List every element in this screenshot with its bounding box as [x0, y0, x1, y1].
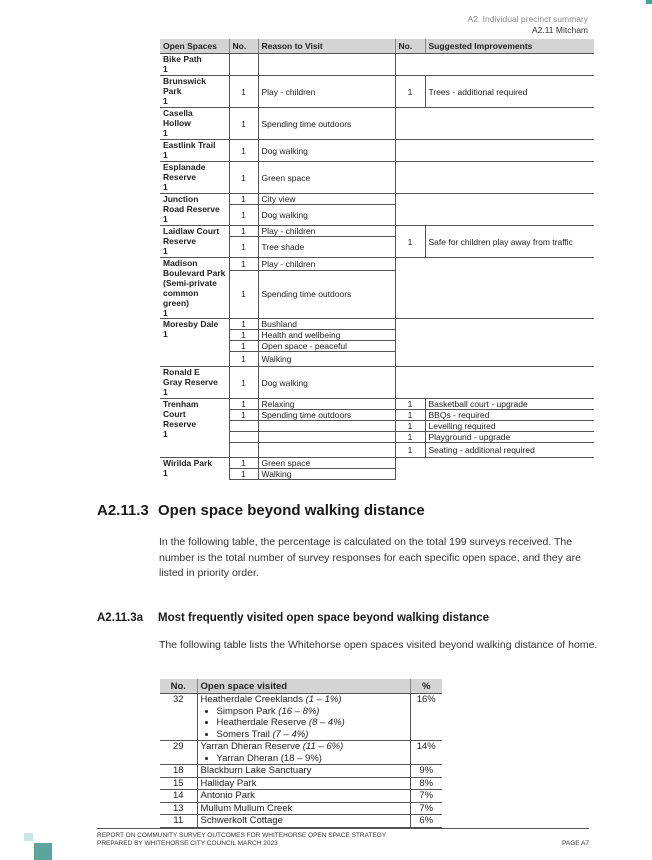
- header-subsection: A2.11 Mitcham: [531, 25, 588, 35]
- col-improvements: Suggested Improvements: [425, 39, 594, 54]
- visit-reasons-table: [160, 39, 594, 480]
- row-name: [197, 741, 410, 765]
- open-space-name: Moresby Dale 1: [160, 319, 229, 367]
- row-percent: 16%: [410, 694, 442, 741]
- improvement-text: [425, 367, 594, 399]
- open-space-name: Ronald E Gray Reserve 1: [160, 367, 229, 399]
- improvement-text: Seating - additional required: [425, 443, 594, 458]
- improvement-text: [425, 108, 594, 140]
- footer-line-1: REPORT ON COMMUNITY SURVEY OUTCOMES FOR WHITEHORSE OPEN SPACE STRATEGY: [97, 832, 387, 839]
- reason-text: Walking: [258, 469, 395, 480]
- col-no: No.: [160, 679, 197, 694]
- improvement-text: [425, 54, 594, 76]
- open-space-name: Casella Hollow 1: [160, 108, 229, 140]
- reason-count: [229, 432, 258, 443]
- reason-count: 1: [229, 352, 258, 367]
- table-row: [160, 802, 442, 815]
- reason-count: 1: [229, 341, 258, 352]
- improvement-count: [395, 194, 425, 226]
- table-row: [160, 76, 594, 108]
- table-row: [160, 226, 594, 237]
- reason-count: 1: [229, 330, 258, 341]
- subsection-number: A2.11.3a: [97, 612, 144, 624]
- list-item-note: (16 – 8%): [278, 705, 320, 717]
- sub-list: [201, 706, 407, 741]
- reason-text: Health and wellbeing: [258, 330, 395, 341]
- section-number: A2.11.3: [97, 502, 149, 519]
- row-count: 11: [160, 815, 197, 828]
- reason-count: 1: [229, 108, 258, 140]
- improvement-count: [395, 367, 425, 399]
- reason-text: Tree shade: [258, 237, 395, 258]
- row-name: Blackburn Lake Sanctuary: [197, 765, 410, 778]
- table-row: [160, 54, 594, 76]
- improvement-text: [425, 162, 594, 194]
- list-item-text: Heatherdale Reserve: [216, 717, 307, 728]
- table-row: [160, 319, 594, 330]
- row-percent: 6%: [410, 815, 442, 828]
- col-no: No.: [229, 39, 258, 54]
- table-row: [160, 399, 594, 410]
- list-item: • Yarran Dheran (18 – 9%): [217, 753, 407, 765]
- improvement-text: Safe for children play away from traffic: [425, 226, 594, 258]
- open-space-name: Brunswick Park 1: [160, 76, 229, 108]
- improvement-text: Playground - upgrade: [425, 432, 594, 443]
- row-percent: 8%: [410, 777, 442, 790]
- col-reason: Reason to Visit: [258, 39, 395, 54]
- page-header: [468, 14, 588, 36]
- improvement-text: [425, 258, 594, 319]
- list-item-text: Somers Trail: [216, 728, 270, 740]
- reason-count: 1: [229, 270, 258, 318]
- footer-line-2: PREPARED BY WHITEHORSE CITY COUNCIL MARCH 2023: [97, 840, 278, 847]
- row-count: 13: [160, 802, 197, 815]
- reason-text: Play - children: [258, 258, 395, 271]
- open-space-name: Eastlink Trail 1: [160, 140, 229, 162]
- section-heading: [97, 502, 425, 519]
- reason-count: 1: [229, 258, 258, 271]
- open-space-name: Junction Road Reserve 1: [160, 194, 229, 226]
- improvement-count: 1: [395, 421, 425, 432]
- corner-accent: [646, 0, 652, 4]
- row-note: (1 – 1%): [305, 694, 342, 705]
- reason-count: 1: [229, 237, 258, 258]
- row-count: 29: [160, 741, 197, 765]
- improvement-text: Levelling required: [425, 421, 594, 432]
- reason-count: 1: [229, 469, 258, 480]
- reason-count: 1: [229, 319, 258, 330]
- logo-square-light: [24, 833, 33, 841]
- row-percent: 14%: [410, 741, 442, 765]
- row-name: Schwerkolt Cottage: [197, 815, 410, 828]
- improvement-count: [395, 54, 425, 76]
- improvement-count: [395, 162, 425, 194]
- row-name: Mullum Mullum Creek: [197, 802, 410, 815]
- section-paragraph: In the following table, the percentage is calculated on the total 199 surveys received. The number is the total number of survey responses for each specific open space, and they are listed in priority order.: [159, 536, 581, 579]
- table-row: [160, 258, 594, 271]
- reason-text: Dog walking: [258, 205, 395, 226]
- open-space-name: Laidlaw Court Reserve 1: [160, 226, 229, 258]
- row-name: [197, 694, 410, 741]
- reason-text: Spending time outdoors: [258, 410, 395, 421]
- reason-text: Green space: [258, 162, 395, 194]
- col-no-2: No.: [395, 39, 425, 54]
- reason-count: 1: [229, 194, 258, 205]
- reason-text: Play - children: [258, 76, 395, 108]
- subsection-heading: [97, 612, 489, 624]
- improvement-text: Trees - additional required: [425, 76, 594, 108]
- improvement-text: [425, 458, 594, 480]
- page-number: PAGE A7: [562, 840, 589, 847]
- list-item: [217, 706, 407, 718]
- col-open-space: Open space visited: [197, 679, 410, 694]
- reason-count: 1: [229, 76, 258, 108]
- open-space-name: Madison Boulevard Park (Semi-private common green) 1: [160, 258, 229, 319]
- reason-count: [229, 443, 258, 458]
- improvement-count: [395, 458, 425, 480]
- improvement-count: [395, 258, 425, 319]
- list-item: [217, 717, 407, 729]
- improvement-count: [395, 319, 425, 367]
- reason-text: [258, 432, 395, 443]
- improvement-text: [425, 319, 594, 367]
- list-item: [217, 729, 407, 741]
- list-item-text: Simpson Park: [216, 705, 276, 717]
- row-count: 32: [160, 694, 197, 741]
- reason-count: 1: [229, 162, 258, 194]
- header-section: A2. Individual precinct summary: [467, 14, 588, 24]
- reason-text: Dog walking: [258, 140, 395, 162]
- list-item-note: (7 – 4%): [272, 728, 309, 740]
- table-row: [160, 815, 442, 828]
- table-row: [160, 741, 442, 765]
- row-percent: 7%: [410, 790, 442, 803]
- improvement-count: 1: [395, 399, 425, 410]
- row-name: Antonio Park: [197, 790, 410, 803]
- table-row: [160, 162, 594, 194]
- reason-count: 1: [229, 399, 258, 410]
- row-name-text: Yarran Dheran Reserve: [200, 741, 301, 752]
- row-count: 14: [160, 790, 197, 803]
- footer-divider: [97, 828, 589, 829]
- reason-text: Spending time outdoors: [258, 108, 395, 140]
- reason-text: Dog walking: [258, 367, 395, 399]
- row-percent: 9%: [410, 765, 442, 778]
- row-count: 18: [160, 765, 197, 778]
- reason-count: 1: [229, 226, 258, 237]
- reason-text: Open space - peaceful: [258, 341, 395, 352]
- open-space-name: Wirilda Park 1: [160, 458, 229, 480]
- open-space-name: Trenham Court Reserve 1: [160, 399, 229, 458]
- improvement-count: 1: [395, 443, 425, 458]
- table-row: [160, 194, 594, 205]
- reason-text: Bushland: [258, 319, 395, 330]
- table-row: [160, 777, 442, 790]
- reason-count: 1: [229, 367, 258, 399]
- reason-count: 1: [229, 410, 258, 421]
- row-note: (11 – 6%): [302, 741, 344, 752]
- table-row: [160, 694, 442, 741]
- section-title: Open space beyond walking distance: [158, 502, 425, 519]
- col-percent: %: [410, 679, 442, 694]
- reason-count: 1: [229, 458, 258, 469]
- reason-text: Play - children: [258, 226, 395, 237]
- improvement-text: Basketball court - upgrade: [425, 399, 594, 410]
- reason-text: City view: [258, 194, 395, 205]
- row-percent: 7%: [410, 802, 442, 815]
- improvement-count: 1: [395, 410, 425, 421]
- table-row: [160, 765, 442, 778]
- reason-text: Green space: [258, 458, 395, 469]
- improvement-text: BBQs - required: [425, 410, 594, 421]
- reason-count: [229, 54, 258, 76]
- improvement-count: 1: [395, 76, 425, 108]
- improvement-count: [395, 140, 425, 162]
- sub-list: [201, 753, 407, 765]
- reason-text: [258, 443, 395, 458]
- table-header-row: [160, 39, 594, 54]
- table-row: [160, 140, 594, 162]
- visited-open-space-table: [160, 679, 442, 828]
- reason-text: [258, 54, 395, 76]
- table-header-row: [160, 679, 442, 694]
- reason-text: Walking: [258, 352, 395, 367]
- open-space-name: Bike Path 1: [160, 54, 229, 76]
- table-row: [160, 458, 594, 469]
- open-space-name: Esplanade Reserve 1: [160, 162, 229, 194]
- improvement-text: [425, 194, 594, 226]
- col-open-spaces: Open Spaces: [160, 39, 229, 54]
- list-item-note: (8 – 4%): [308, 717, 345, 728]
- reason-count: 1: [229, 140, 258, 162]
- reason-text: Spending time outdoors: [258, 270, 395, 318]
- improvement-text: [425, 140, 594, 162]
- row-name-text: Heatherdale Creeklands: [200, 694, 303, 705]
- logo-square-dark: [34, 843, 52, 860]
- table-row: [160, 108, 594, 140]
- improvement-count: 1: [395, 226, 425, 258]
- table-row: [160, 367, 594, 399]
- subsection-paragraph: The following table lists the Whitehorse open spaces visited beyond walking distance of home.: [159, 639, 598, 651]
- reason-text: [258, 421, 395, 432]
- row-count: 15: [160, 777, 197, 790]
- reason-count: [229, 421, 258, 432]
- row-name: Halliday Park: [197, 777, 410, 790]
- reason-count: 1: [229, 205, 258, 226]
- improvement-count: 1: [395, 432, 425, 443]
- footer-text: [97, 832, 386, 848]
- subsection-title: Most frequently visited open space beyond walking distance: [158, 612, 490, 624]
- reason-text: Relaxing: [258, 399, 395, 410]
- table-row: [160, 790, 442, 803]
- improvement-count: [395, 108, 425, 140]
